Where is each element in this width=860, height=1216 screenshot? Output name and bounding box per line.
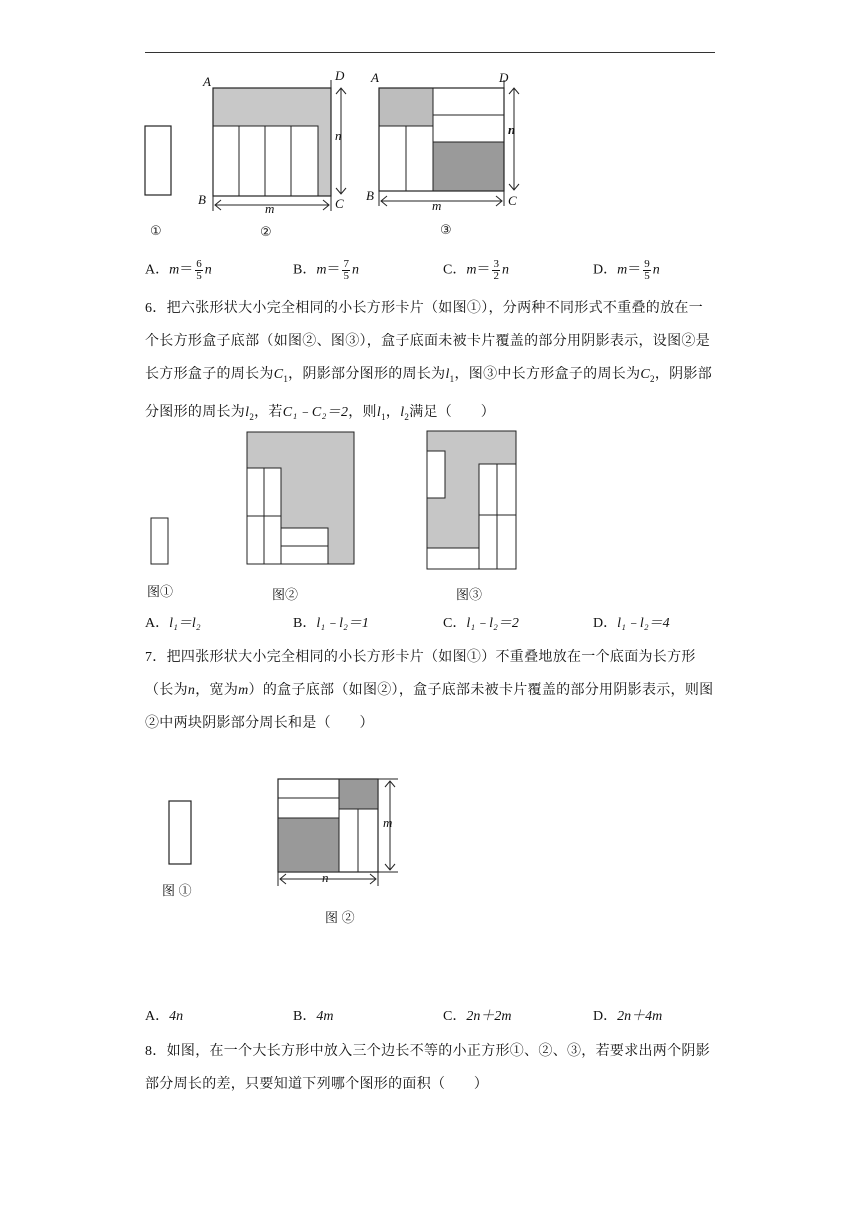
- q7-option-d: D．2n＋4m: [593, 1009, 663, 1024]
- svg-text:m: m: [383, 815, 393, 830]
- svg-text:m: m: [265, 201, 275, 216]
- q5-figure-2: [195, 66, 360, 244]
- q6-option-d: D．l₁﹣l₂＝4: [593, 616, 670, 631]
- q7-question-text: 7．把四张形状大小完全相同的小长方形卡片（如图①）不重叠地放在一个底面为长方形（长为n，宽为m）的盒子底部（如图②），盒子底部未被卡片覆盖的部分用阴影表示，则图②中两块阴影部分周长和是（ ）: [145, 650, 714, 731]
- q5-figure-1: [140, 118, 180, 238]
- q7-option-b: B．4m: [293, 1009, 334, 1024]
- q6-figure-2: [240, 425, 365, 605]
- svg-text:A: A: [371, 70, 379, 85]
- svg-text:D: D: [335, 68, 345, 83]
- q6-figure-1: [145, 510, 185, 605]
- q7-option-a: A．4n: [145, 1009, 184, 1024]
- svg-text:D: D: [499, 70, 509, 85]
- q6-fig3-caption: 图③: [456, 587, 483, 602]
- svg-text:n: n: [508, 122, 516, 137]
- q5-fig1-caption: ①: [150, 224, 162, 239]
- q6-option-c: C．l₁﹣l₂＝2: [443, 616, 519, 631]
- q7-figure-2: [270, 772, 410, 932]
- q5-option-a: A．m＝ $\frac{6}{5}$ n: [145, 258, 212, 282]
- q5-fig3-caption: ③: [440, 223, 452, 238]
- q7-option-c: C．2n＋2m: [443, 1009, 512, 1024]
- q6-fig1-caption: 图①: [147, 584, 174, 599]
- q6-figure-3: [420, 425, 530, 610]
- svg-text:m: m: [432, 198, 442, 213]
- q6-question-text: 6．把六张形状大小完全相同的小长方形卡片（如图①），分两种不同形式不重叠的放在一个长方形盒子底部（如图②、图③），盒子底面未被卡片覆盖的部分用阴影表示，设图②是长方形盒子的周长为$C_1$，阴影部分图形的周长为$l_1$，图③中长方形盒子的周长为$C_2$，阴影部分图形的周长为$l_2$，若C₁﹣C₂＝2，则$l_1$，$l_2$满足（ ）: [145, 301, 713, 422]
- q6-fig2-caption: 图②: [272, 587, 299, 602]
- q8-question-text: 8．如图，在一个大长方形中放入三个边长不等的小正方形①、②、③，若要求出两个阴影部分周长的差，只要知道下列哪个图形的面积（ ）: [145, 1044, 710, 1092]
- q6-option-a: A．l₁＝l₂: [145, 616, 201, 631]
- q7-fig1-caption: 图 ①: [162, 883, 192, 898]
- svg-text:C: C: [508, 193, 517, 208]
- header-rule: [145, 52, 715, 53]
- q5-figure-3: [362, 66, 527, 244]
- svg-text:B: B: [198, 192, 206, 207]
- svg-text:A: A: [203, 74, 211, 89]
- svg-text:n: n: [322, 870, 329, 885]
- svg-text:B: B: [366, 188, 374, 203]
- q7-fig2-caption: 图 ②: [325, 910, 355, 925]
- q7-figure-1: [158, 795, 218, 905]
- svg-text:C: C: [335, 196, 344, 211]
- q5-option-b: B．m＝ $\frac{7}{5}$ n: [293, 258, 359, 282]
- q5-option-d: D．m＝ $\frac{9}{5}$ n: [593, 258, 660, 282]
- q5-fig2-caption: ②: [260, 225, 272, 240]
- q6-option-b: B．l₁﹣l₂＝1: [293, 616, 369, 631]
- svg-text:n: n: [335, 128, 342, 143]
- q5-option-c: C．m＝ $\frac{3}{2}$ n: [443, 258, 509, 282]
